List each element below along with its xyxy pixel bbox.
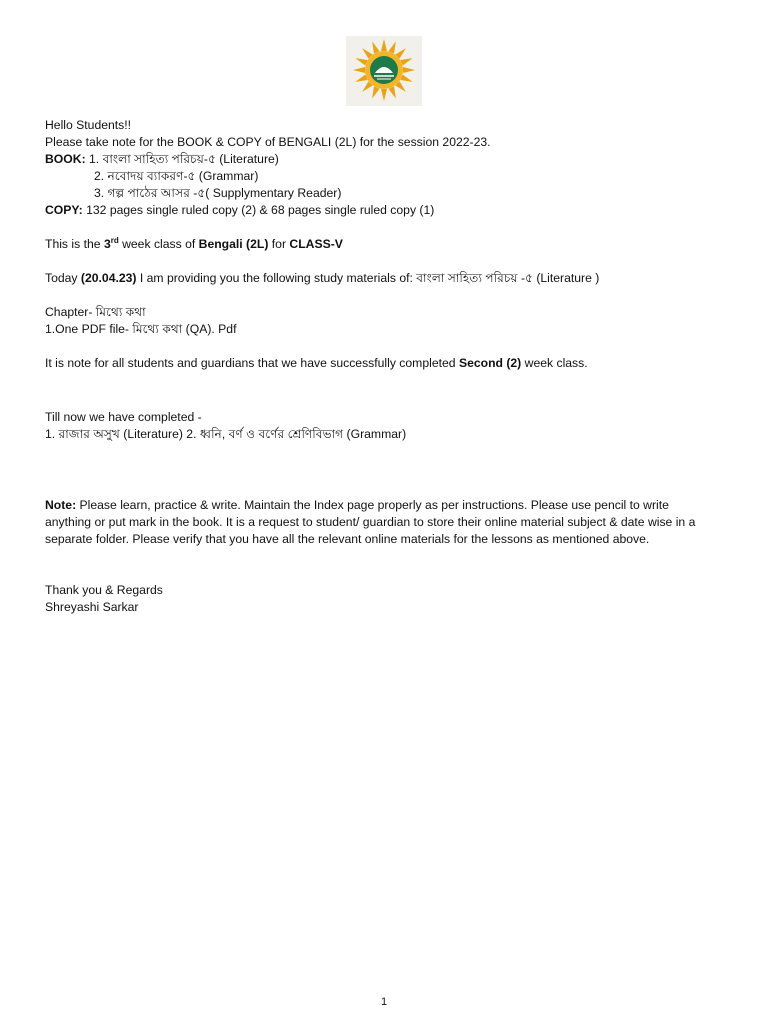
school-logo	[346, 36, 422, 106]
note-text: Please learn, practice & write. Maintain the Index page properly as per instructions. Please use pencil to write anything or put mark in the book. It is a request to student/ guardian to store their online material subject & date wise in a separate folder. Please verify that you have all the relevant online materials for the lessons as mentioned above.	[45, 498, 696, 546]
till-now-line: Till now we have completed -	[45, 410, 202, 424]
completed-prefix: It is note for all students and guardians that we have successfully completed	[45, 356, 459, 370]
page-number: 1	[380, 996, 388, 1008]
week-line	[45, 236, 725, 253]
completed-note	[45, 355, 725, 372]
today-text: I am providing you the following study materials of: বাংলা সাহিত্য পরিচয় -৫ (Literature )	[136, 271, 600, 285]
copy-label: COPY:	[45, 203, 83, 217]
today-date: (20.04.23)	[80, 271, 137, 285]
book-line-3	[45, 185, 725, 202]
signature: Shreyashi Sarkar	[45, 600, 139, 614]
book-item: 2. নবোদয় ব্যাকরণ-৫ (Grammar)	[94, 169, 259, 183]
chapter-line: Chapter- মিথ্যে কথা	[45, 305, 146, 319]
book-item: 3. গল্প পাঠের আসর -৫( Supplymentary Reader)	[94, 186, 342, 200]
thanks-line: Thank you & Regards	[45, 583, 163, 597]
week-mid2: for	[268, 237, 290, 251]
note-paragraph	[45, 497, 717, 548]
class-name: CLASS-V	[289, 237, 343, 251]
completed-list: 1. রাজার অসুখ (Literature) 2. ধ্বনি, বর্ণ ও বর্ণের শ্রেণিবিভাগ (Grammar)	[45, 427, 407, 441]
pdf-line: 1.One PDF file- মিথ্যে কথা (QA). Pdf	[45, 322, 237, 336]
greeting: Hello Students!!	[45, 118, 132, 132]
completed-week: Second (2)	[458, 356, 522, 370]
subject: Bengali (2L)	[198, 237, 269, 251]
book-item: 1. বাংলা সাহিত্য পরিচয়-৫ (Literature)	[89, 152, 279, 166]
week-number: 3	[103, 237, 111, 251]
today-prefix: Today	[45, 271, 81, 285]
note-label: Note:	[45, 498, 77, 512]
copy-line	[45, 202, 725, 219]
completed-suffix: week class.	[521, 356, 588, 370]
week-ordinal: rd	[110, 235, 119, 245]
book-label: BOOK:	[45, 152, 86, 166]
book-line-1	[45, 151, 725, 168]
copy-text: 132 pages single ruled copy (2) & 68 pages single ruled copy (1)	[86, 203, 435, 217]
today-line	[45, 270, 725, 287]
week-prefix: This is the	[45, 237, 104, 251]
week-mid: week class of	[118, 237, 199, 251]
intro-line: Please take note for the BOOK & COPY of BENGALI (2L) for the session 2022-23.	[45, 135, 491, 149]
book-line-2	[45, 168, 725, 185]
